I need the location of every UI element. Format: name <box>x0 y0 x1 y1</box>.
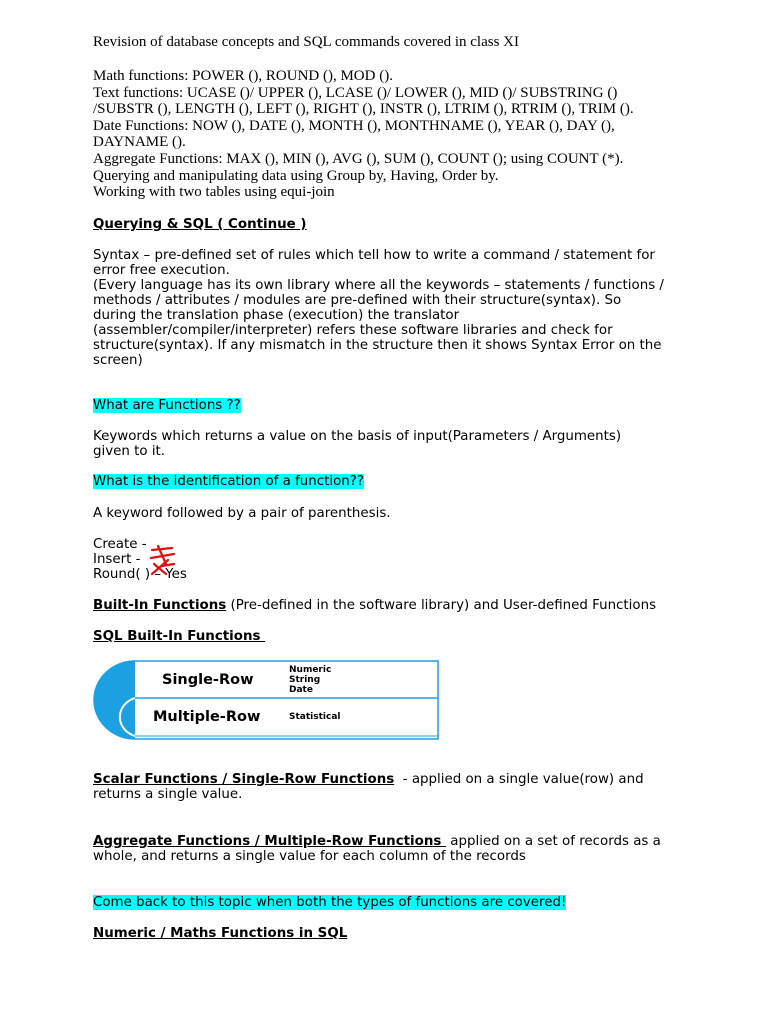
examples-list <box>93 537 683 582</box>
example-item: Create - <box>93 537 147 552</box>
paragraph-line: during the translation phase (execution) the translator <box>93 308 460 323</box>
scalar-functions-label: Scalar Functions / Single-Row Functions <box>93 772 395 787</box>
syllabus-line: /SUBSTR (), LENGTH (), LEFT (), RIGHT (), INSTR (), LTRIM (), RTRIM (), TRIM (). <box>93 101 634 118</box>
paragraph-line: error free execution. <box>93 263 230 278</box>
syllabus-line: Aggregate Functions: MAX (), MIN (), AVG (), SUM (), COUNT (); using COUNT (*). <box>93 150 624 167</box>
single-row-label: Single-Row <box>162 672 254 688</box>
cross-mark-icon <box>148 544 178 578</box>
syntax-paragraph <box>93 248 683 368</box>
paragraph-line: (Every language has its own library where all the keywords – statements / functions / <box>93 278 664 293</box>
highlighted-question: What is the identification of a function?? <box>93 474 364 489</box>
syllabus-line: Text functions: UCASE ()/ UPPER (), LCASE ()/ LOWER (), MID ()/ SUBSTRING () <box>93 84 618 101</box>
scalar-functions-paragraph <box>93 772 683 802</box>
document-title: Revision of database concepts and SQL commands covered in class XI <box>93 34 519 50</box>
builtin-functions-text: (Pre-defined in the software library) and User-defined Functions <box>226 598 657 613</box>
sql-builtin-heading: SQL Built-In Functions <box>93 629 266 644</box>
scalar-functions-text-line2: returns a single value. <box>93 787 243 802</box>
detail-numeric: Numeric <box>289 665 332 675</box>
multiple-row-label: Multiple-Row <box>153 709 261 725</box>
syllabus-line: Math functions: POWER (), ROUND (), MOD (). <box>93 68 393 84</box>
aggregate-functions-text-line2: whole, and returns a single value for each column of the records <box>93 849 526 864</box>
answer-line: given to it. <box>93 444 166 459</box>
aggregate-functions-text: applied on a set of records as a <box>446 834 661 849</box>
aggregate-functions-label: Aggregate Functions / Multiple-Row Functions <box>93 834 447 849</box>
detail-string: String <box>289 675 321 685</box>
example-item: Insert - <box>93 552 141 567</box>
highlighted-question: What are Functions ?? <box>93 398 241 413</box>
numeric-functions-heading: Numeric / Maths Functions in SQL <box>93 926 348 941</box>
paragraph-line: Syntax – pre-defined set of rules which tell how to write a command / statement for <box>93 248 655 263</box>
note-line <box>93 895 683 910</box>
question-identification <box>93 474 683 489</box>
highlighted-note: Come back to this topic when both the types of functions are covered! <box>93 895 567 910</box>
answer-functions <box>93 429 683 459</box>
diagram-frame <box>94 661 438 739</box>
scalar-functions-text: - applied on a single value(row) and <box>394 772 644 787</box>
paragraph-line: methods / attributes / modules are pre-defined with their structure(syntax). So <box>93 293 622 308</box>
answer-line: Keywords which returns a value on the basis of input(Parameters / Arguments) <box>93 429 622 444</box>
builtin-functions-label: Built-In Functions <box>93 598 227 613</box>
syllabus-line: Working with two tables using equi-join <box>93 184 335 201</box>
aggregate-functions-paragraph <box>93 834 683 864</box>
detail-statistical: Statistical <box>289 712 341 722</box>
syllabus-line: Date Functions: NOW (), DATE (), MONTH (), MONTHNAME (), YEAR (), DAY (), <box>93 117 615 134</box>
question-functions <box>93 398 683 413</box>
builtin-functions-line <box>93 598 683 613</box>
syllabus-list <box>93 68 683 201</box>
syllabus-line: DAYNAME (). <box>93 134 186 151</box>
section-heading-querying: Querying & SQL ( Continue ) <box>93 217 307 232</box>
example-item: Round( ) – Yes <box>93 567 187 582</box>
paragraph-line: screen) <box>93 353 143 368</box>
detail-date: Date <box>289 685 313 695</box>
paragraph-line: structure(syntax). If any mismatch in the structure then it shows Syntax Error on the <box>93 338 662 353</box>
paragraph-line: (assembler/compiler/interpreter) refers these software libraries and check for <box>93 323 613 338</box>
function-types-diagram <box>93 660 439 740</box>
syllabus-line: Querying and manipulating data using Group by, Having, Order by. <box>93 167 499 184</box>
answer-identification: A keyword followed by a pair of parenthesis. <box>93 506 391 521</box>
